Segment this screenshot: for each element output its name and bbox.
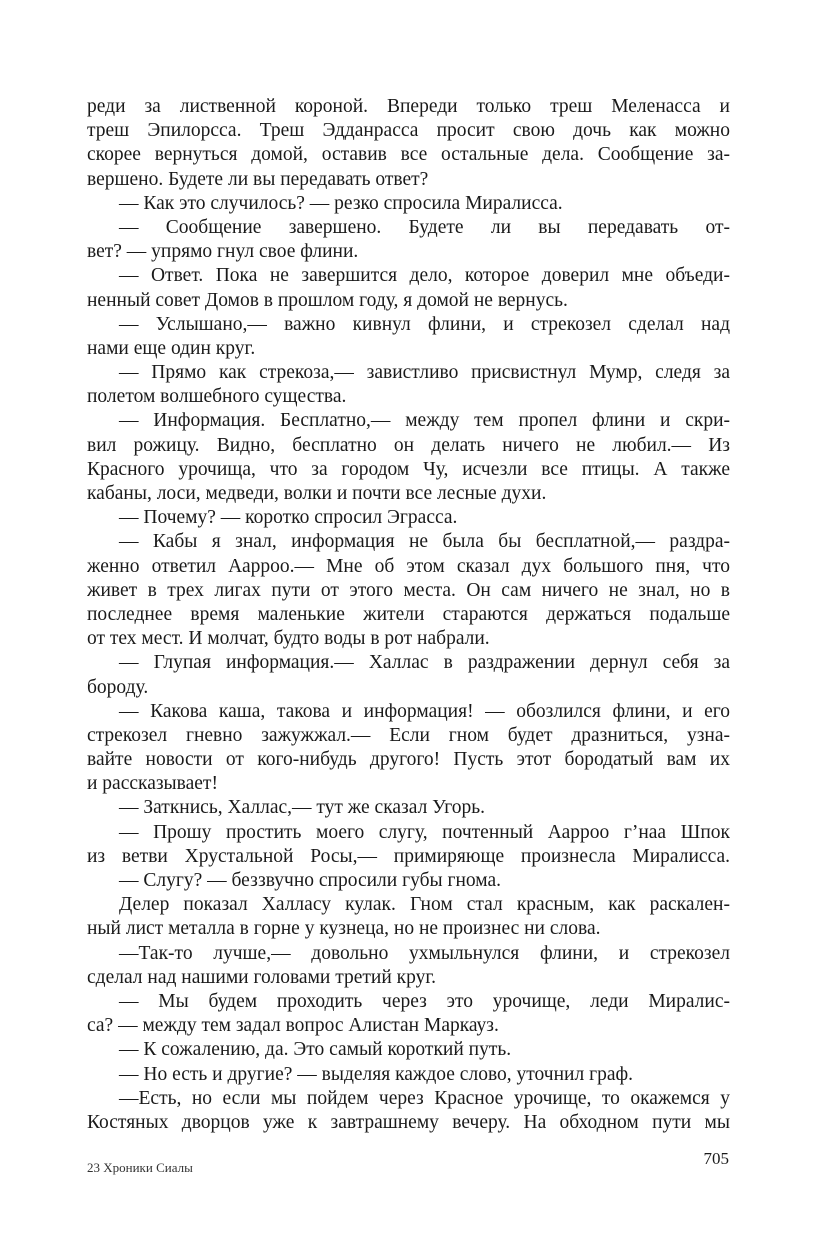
- page-number: 705: [703, 1149, 729, 1168]
- text-line: полетом волшебного существа.: [87, 386, 347, 408]
- text-line: — Информация. Бесплатно,— между тем пропел флини и скри-: [119, 410, 730, 432]
- text-line: Делер показал Халласу кулак. Гном стал красным, как раскален-: [119, 894, 730, 916]
- text-line: и рассказывает!: [87, 773, 218, 795]
- text-line: — К сожалению, да. Это самый короткий путь.: [119, 1039, 512, 1061]
- text-line: — Услышано,— важно кивнул флини, и стрекозел сделал над: [119, 313, 730, 335]
- text-line: Костяных дворцов уже к завтрашнему вечеру. На обходном пути мы: [87, 1111, 730, 1133]
- text-line: — Ответ. Пока не завершится дело, которое доверил мне объеди-: [119, 265, 730, 287]
- text-line: кабаны, лоси, медведи, волки и почти все лесные духи.: [87, 483, 547, 504]
- text-line: из ветви Хрустальной Росы,— примиряюще произнесла Миралисса.: [87, 845, 730, 867]
- text-line: — Слугу? — беззвучно спросили губы гнома.: [119, 870, 502, 891]
- text-line: — Какова каша, такова и информация! — обозлился флини, и его: [119, 700, 730, 722]
- text-line: вайте новости от кого-нибудь другого! Пусть этот бородатый вам их: [87, 749, 730, 771]
- text-line: — Почему? — коротко спросил Эграсса.: [119, 507, 458, 529]
- text-line: — Прошу простить моего слугу, почтенный Ааррoo г’наа Шпок: [119, 821, 730, 843]
- text-line: ный лист металла в горне у кузнеца, но не произнес ни слова.: [87, 918, 601, 940]
- text-line: реди за лиственной короной. Впереди только треш Меленасса и: [87, 96, 730, 117]
- text-line: са? — между тем задал вопрос Алистан Маркауз.: [87, 1015, 499, 1037]
- text-line: треш Эпилорсса. Треш Эдданрасса просит свою дочь как можно: [87, 120, 730, 142]
- text-line: вершено. Будете ли вы передавать ответ?: [87, 168, 429, 190]
- text-line: последнее время маленькие жители стараются держаться подальше: [87, 603, 730, 625]
- body-text: [87, 95, 730, 1135]
- text-line: — Глупая информация.— Халлас в раздражении дернул себя за: [119, 652, 730, 674]
- text-line: — Как это случилось? — резко спросила Миралисса.: [119, 192, 563, 214]
- text-line: бороду.: [87, 676, 149, 698]
- text-line: женно ответил Ааррoo.— Мне об этом сказал дух большого пня, что: [87, 555, 730, 577]
- text-line: — Прямо как стрекоза,— завистливо присвистнул Мумр, следя за: [119, 362, 730, 384]
- text-line: сделал над нашими головами третий круг.: [87, 966, 437, 988]
- text-line: ненный совет Домов в прошлом году, я домой не вернусь.: [87, 289, 568, 311]
- text-line: нами еще один круг.: [87, 337, 256, 359]
- text-line: стрекозел гневно зажужжал.— Если гном будет дразниться, узна-: [87, 724, 730, 746]
- text-line: — Заткнись, Халлас,— тут же сказал Угорь.: [119, 797, 486, 819]
- text-line: вил рожицу. Видно, бесплатно он делать ничего не любил.— Из: [87, 434, 730, 456]
- text-line: — Но есть и другие? — выделяя каждое слово, уточнил граф.: [119, 1063, 633, 1085]
- text-line: — Кабы я знал, информация не была бы бесплатной,— раздра-: [119, 531, 730, 553]
- text-line: —Есть, но если мы пойдем через Красное урочище, то окажемся у: [119, 1087, 730, 1109]
- text-line: вет? — упрямо гнул свое флини.: [87, 241, 359, 263]
- text-line: — Мы будем проходить через это урочище, леди Миралис-: [119, 990, 730, 1012]
- text-line: живет в трех лигах пути от этого места. Он сам ничего не знал, но в: [87, 579, 730, 601]
- text-line: Красного урочища, что за городом Чу, исчезли все птицы. А также: [87, 458, 730, 480]
- text-line: —Так-то лучше,— довольно ухмыльнулся флини, и стрекозел: [119, 942, 730, 964]
- text-line: скорее вернуться домой, оставив все остальные дела. Сообщение за-: [87, 144, 730, 166]
- signature-mark: 23 Хроники Сиалы: [87, 1160, 193, 1175]
- text-line: — Сообщение завершено. Будете ли вы передавать от-: [119, 216, 730, 238]
- text-line: от тех мест. И молчат, будто воды в рот набрали.: [87, 628, 490, 650]
